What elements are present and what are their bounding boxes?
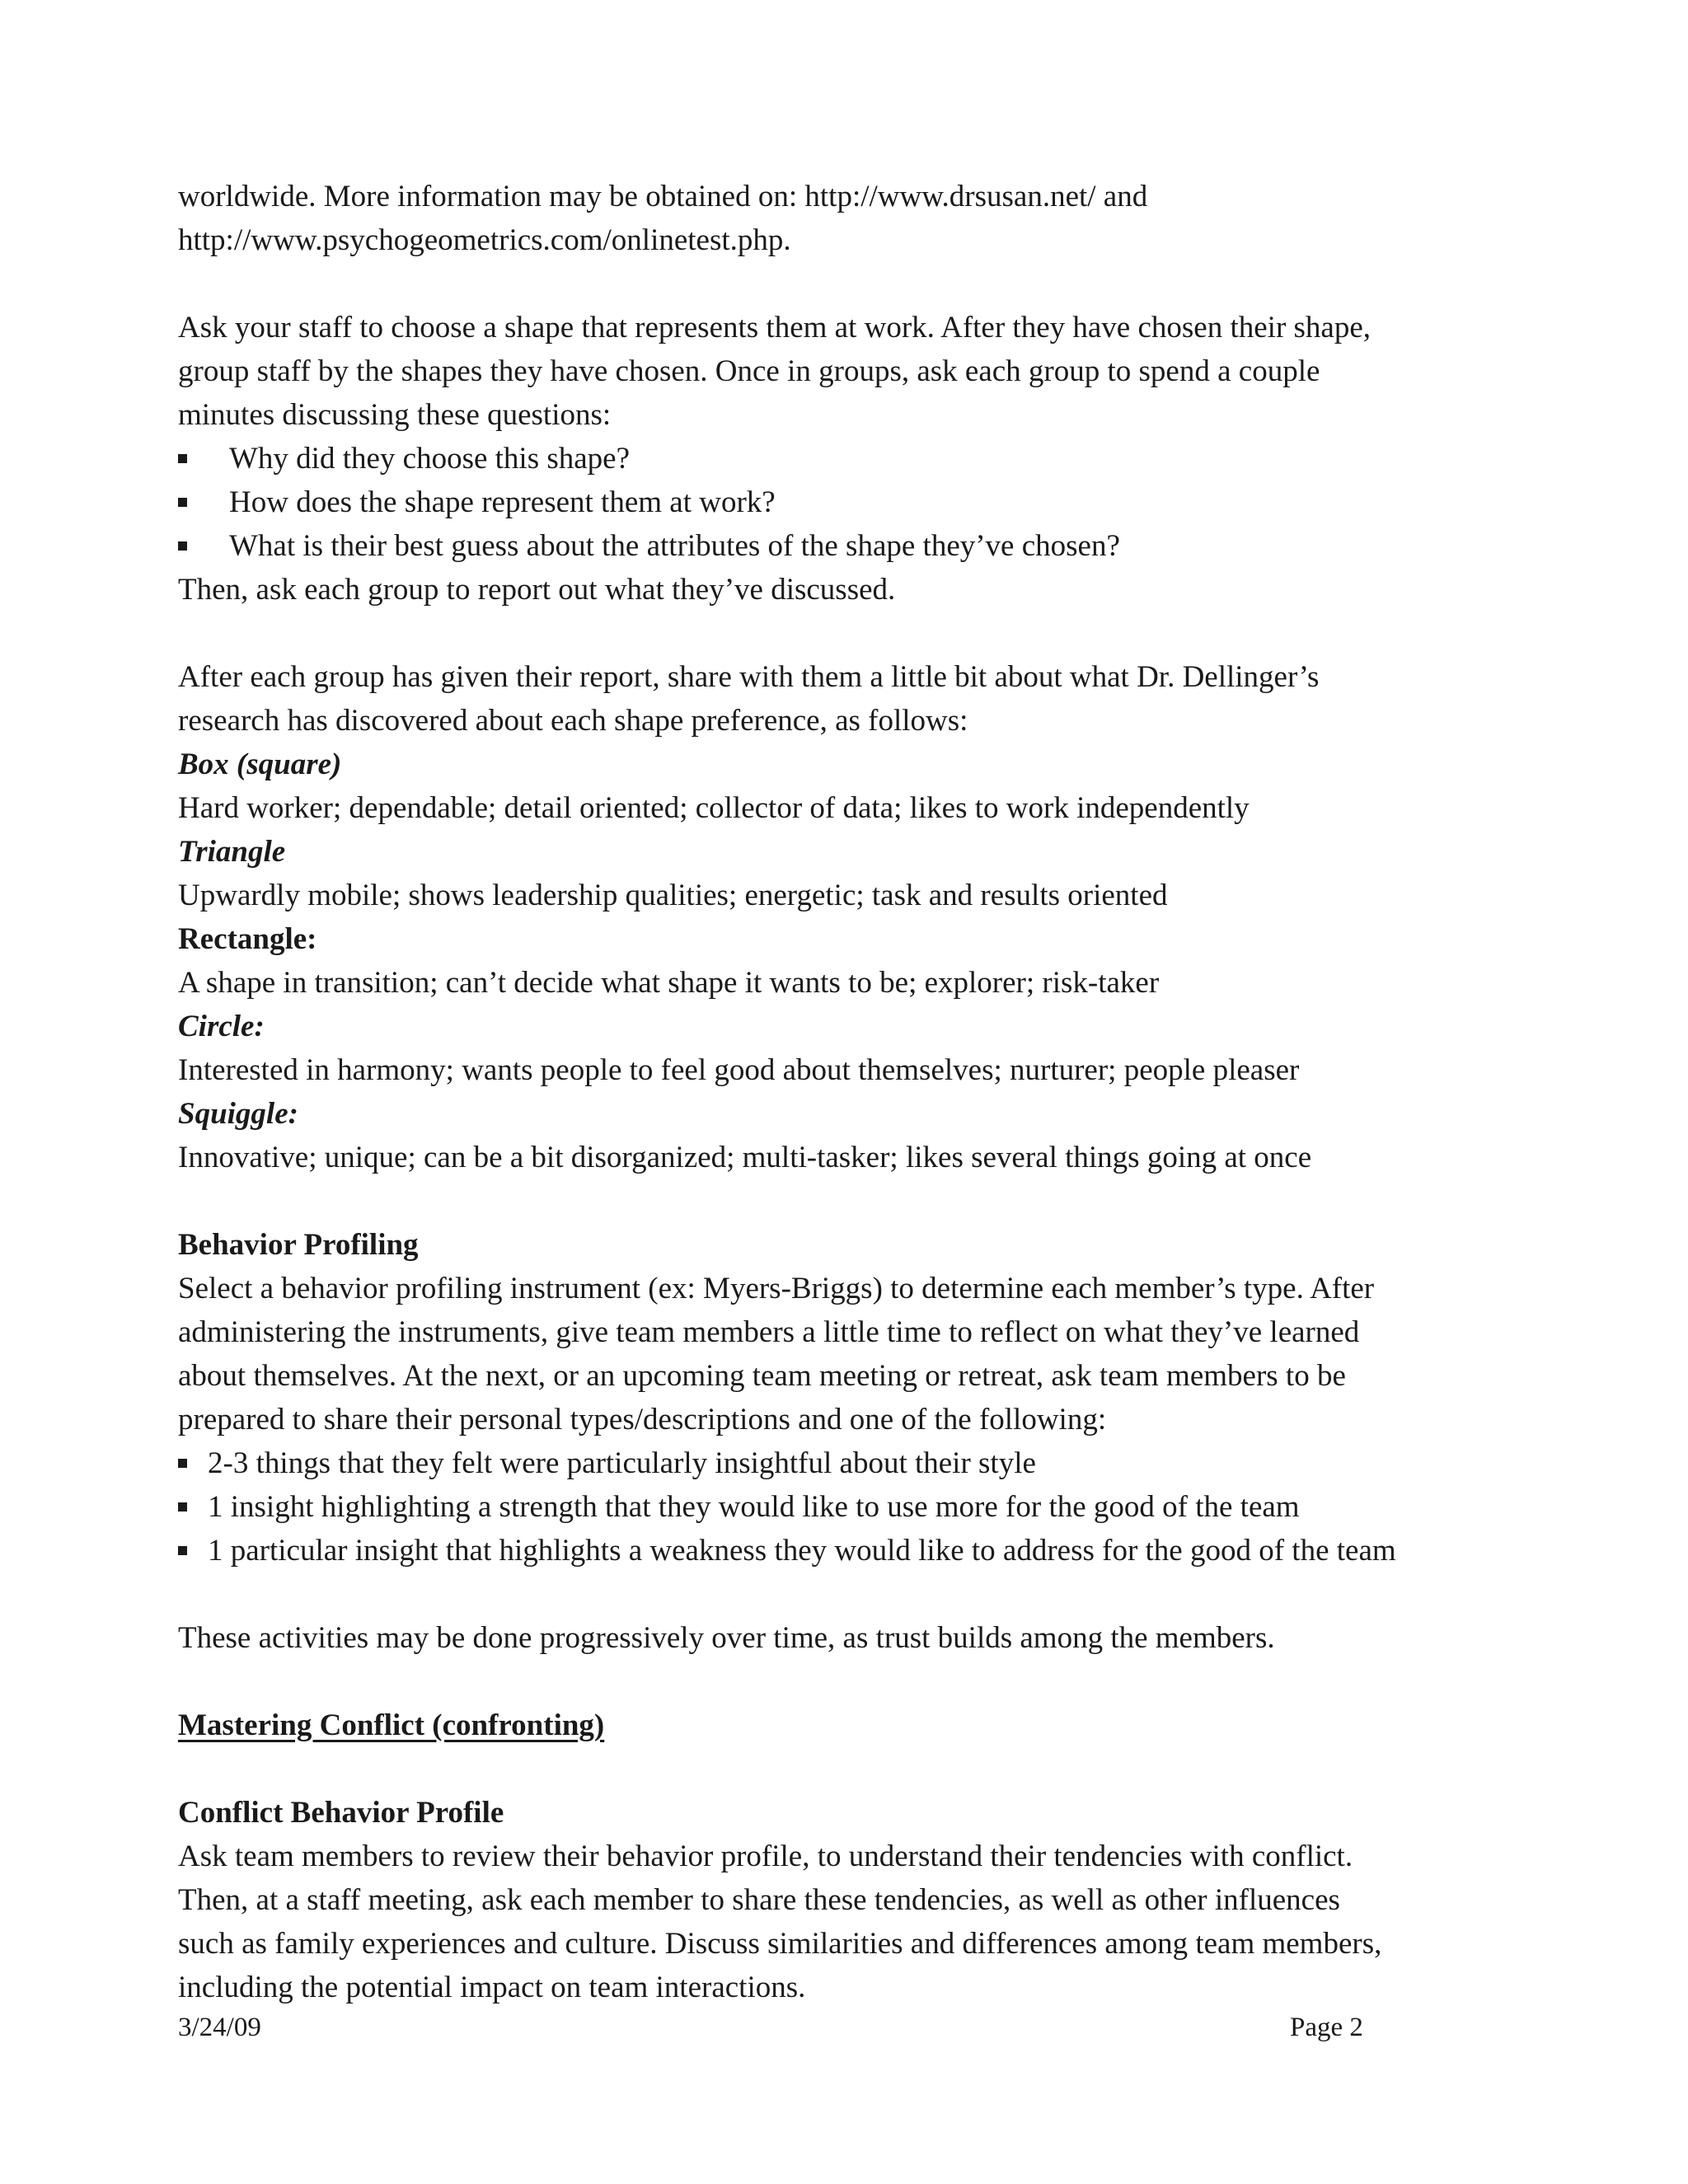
document-body	[178, 175, 1530, 2009]
conflict-para-line-4: including the potential impact on team interactions.	[178, 1971, 806, 2004]
spacer	[178, 1660, 1530, 1704]
shapes-para-line-1: Ask your staff to choose a shape that represents them at work. After they have chosen their shape,	[178, 311, 1372, 344]
square-bullet-icon	[178, 454, 187, 463]
research-para-line-2: research has discovered about each shape preference, as follows:	[178, 704, 968, 738]
behavior-para-line-2: administering the instruments, give team members a little time to reflect on what they’ve learned	[178, 1315, 1360, 1349]
spacer	[178, 262, 1530, 306]
mastering-conflict-heading: Mastering Conflict (confronting)	[178, 1708, 605, 1742]
shape-name-squiggle: Squiggle:	[178, 1097, 298, 1131]
conflict-para-line-3: such as family experiences and culture. Discuss similarities and differences among team members,	[178, 1927, 1382, 1961]
behavior-profiling-heading: Behavior Profiling	[178, 1228, 419, 1262]
discussion-questions-list	[178, 437, 1530, 568]
intro-line-1: worldwide. More information may be obtained on: http://www.drsusan.net/ and	[178, 180, 1148, 213]
square-bullet-icon	[178, 541, 187, 551]
intro-line-2: http://www.psychogeometrics.com/onlinetest.php.	[178, 223, 791, 257]
shape-desc-circle: Interested in harmony; wants people to feel good about themselves; nurturer; people pleaser	[178, 1053, 1300, 1087]
shape-name-rectangle: Rectangle:	[178, 922, 317, 956]
square-bullet-icon	[178, 498, 187, 507]
spacer	[178, 1747, 1530, 1791]
shape-desc-triangle: Upwardly mobile; shows leadership qualities; energetic; task and results oriented	[178, 879, 1168, 912]
behavior-para-line-3: about themselves. At the next, or an upcoming team meeting or retreat, ask team members to be	[178, 1359, 1346, 1393]
square-bullet-icon	[178, 1459, 187, 1468]
conflict-profile-heading: Conflict Behavior Profile	[178, 1796, 504, 1830]
research-para-line-1: After each group has given their report, share with them a little bit about what Dr. Dellinger’s	[178, 660, 1320, 694]
shapes-para-line-3: minutes discussing these questions:	[178, 398, 612, 432]
square-bullet-icon	[178, 1502, 187, 1511]
footer-page-number: Page 2	[1290, 2013, 1363, 2042]
shapes-closing: Then, ask each group to report out what they’ve discussed.	[178, 573, 896, 607]
square-bullet-icon	[178, 1546, 187, 1555]
list-item: 1 insight highlighting a strength that they would like to use more for the good of the team	[178, 1485, 1530, 1529]
spacer	[178, 1572, 1530, 1616]
behavior-closing: These activities may be done progressively over time, as trust builds among the members.	[178, 1621, 1275, 1655]
shape-name-box: Box (square)	[178, 748, 342, 781]
spacer	[178, 1179, 1530, 1223]
list-item: What is their best guess about the attributes of the shape they’ve chosen?	[178, 524, 1530, 568]
shapes-para-line-2: group staff by the shapes they have chosen. Once in groups, ask each group to spend a couple	[178, 354, 1320, 388]
conflict-para-line-2: Then, at a staff meeting, ask each member to share these tendencies, as well as other influences	[178, 1883, 1340, 1917]
list-item: 1 particular insight that highlights a weakness they would like to address for the good of the team	[178, 1529, 1530, 1572]
shape-desc-box: Hard worker; dependable; detail oriented; collector of data; likes to work independently	[178, 791, 1250, 825]
spacer	[178, 612, 1530, 655]
footer-date: 3/24/09	[178, 2013, 261, 2042]
conflict-para-line-1: Ask team members to review their behavior profile, to understand their tendencies with conflict.	[178, 1840, 1353, 1873]
share-options-list	[178, 1441, 1530, 1572]
list-item: How does the shape represent them at work?	[178, 480, 1530, 524]
behavior-para-line-1: Select a behavior profiling instrument (ex: Myers-Briggs) to determine each member’s type. After	[178, 1272, 1375, 1305]
behavior-para-line-4: prepared to share their personal types/descriptions and one of the following:	[178, 1403, 1107, 1436]
shape-desc-squiggle: Innovative; unique; can be a bit disorganized; multi-tasker; likes several things going at once	[178, 1141, 1312, 1174]
shape-desc-rectangle: A shape in transition; can’t decide what shape it wants to be; explorer; risk-taker	[178, 966, 1160, 1000]
list-item: Why did they choose this shape?	[178, 437, 1530, 480]
shape-name-triangle: Triangle	[178, 835, 286, 869]
shape-name-circle: Circle:	[178, 1010, 265, 1043]
list-item: 2-3 things that they felt were particularly insightful about their style	[178, 1441, 1530, 1485]
